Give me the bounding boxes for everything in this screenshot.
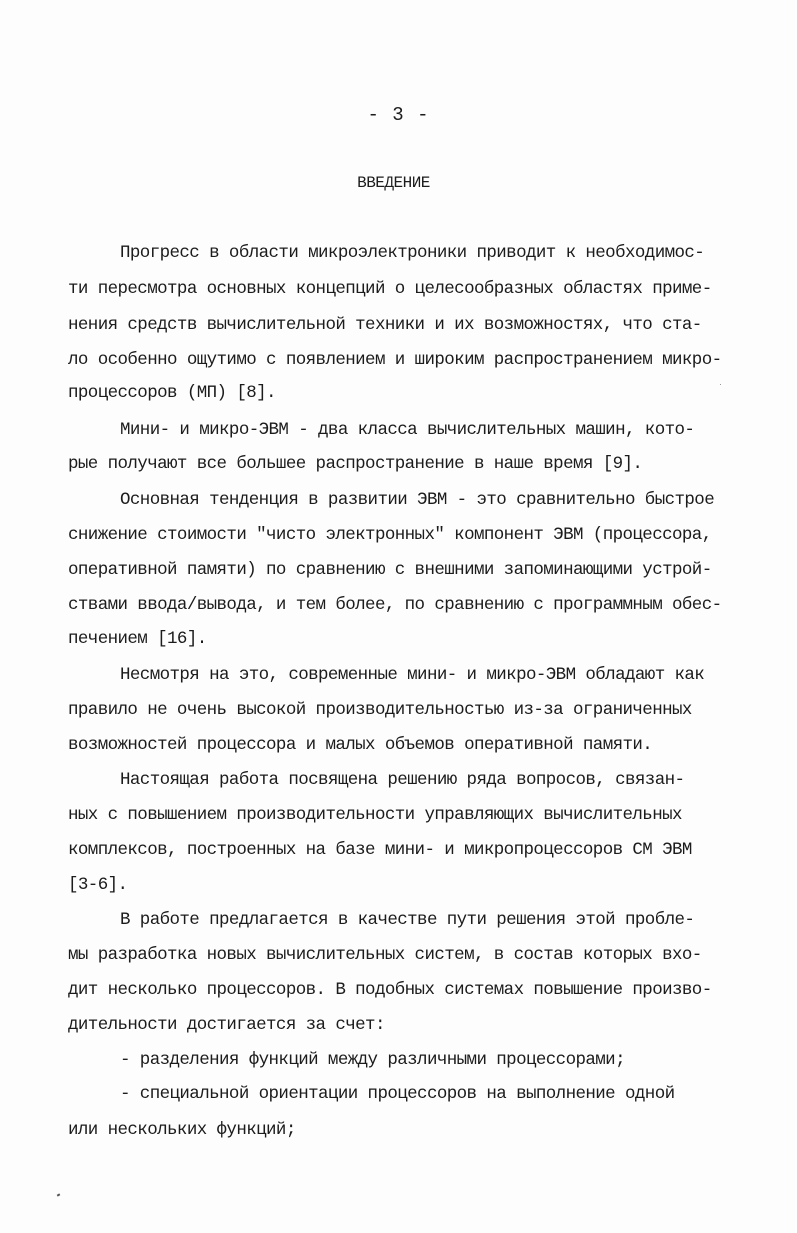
text-line: [3-6]. — [68, 875, 128, 895]
text-line: печением [16]. — [68, 629, 207, 649]
text-line: - разделения функций между различными процессорами; — [120, 1050, 625, 1070]
text-line: мы разработка новых вычислительных систем, в состав которых вхо- — [68, 945, 702, 965]
scan-speck — [720, 384, 721, 385]
text-line: дит несколько процессоров. В подобных системах повышение произво- — [68, 980, 712, 1000]
text-line: Основная тенденция в развитии ЭВМ - это сравнительно быстрое — [120, 490, 715, 510]
page-number: - 3 - — [367, 104, 430, 126]
text-line: Несмотря на это, современные мини- и микро-ЭВМ обладают как — [120, 665, 705, 685]
text-line: снижение стоимости "чисто электронных" компонент ЭВМ (процессора, — [68, 525, 712, 545]
text-line: дительности достигается за счет: — [68, 1015, 385, 1035]
text-line: Мини- и микро-ЭВМ - два класса вычислительных машин, кото- — [120, 420, 695, 440]
text-line: Прогресс в области микроэлектроники приводит к необходимос- — [120, 243, 705, 263]
text-line: процессоров (МП) [8]. — [68, 383, 276, 403]
text-line: правило не очень высокой производительностью из-за ограниченных — [68, 700, 692, 720]
text-line: или нескольких функций; — [68, 1120, 296, 1140]
text-line: оперативной памяти) по сравнению с внешними запоминающими устрой- — [68, 560, 712, 580]
text-line: ствами ввода/вывода, и тем более, по сравнению с программным обес- — [68, 595, 722, 615]
text-line: - специальной ориентации процессоров на выполнение одной — [120, 1084, 675, 1104]
text-line: нения средств вычислительной техники и их возможностях, что ста- — [68, 315, 702, 335]
scan-speck — [57, 1193, 61, 1196]
text-line: Настоящая работа посвящена решению ряда вопросов, связан- — [120, 770, 685, 790]
section-heading: ВВЕДЕНИЕ — [357, 174, 430, 192]
text-line: ло особенно ощутимо с появлением и широким распространением микро- — [68, 350, 722, 370]
text-line: комплексов, построенных на базе мини- и микропроцессоров СМ ЭВМ — [68, 840, 692, 860]
text-line: ных с повышением производительности управляющих вычислительных — [68, 805, 682, 825]
text-line: В работе предлагается в качестве пути решения этой пробле- — [120, 910, 695, 930]
text-line: ти пересмотра основных концепций о целесообразных областях приме- — [68, 279, 712, 299]
text-line: возможностей процессора и малых объемов оперативной памяти. — [68, 735, 653, 755]
text-line: рые получают все большее распространение в наше время [9]. — [68, 454, 643, 474]
